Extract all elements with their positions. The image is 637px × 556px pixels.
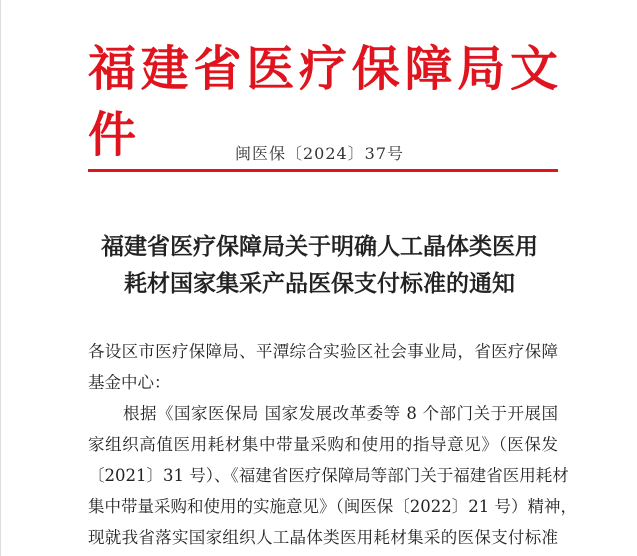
document-body: [88, 336, 577, 553]
document-number: 闽医保〔2024〕37号: [234, 144, 405, 163]
title-line: 耗材国家集采产品医保支付标准的通知: [124, 270, 515, 297]
paragraph-line: 根据《国家医保局 国家发展改革委等 8 个部门关于开展国: [123, 404, 558, 423]
paragraph-line: 家组织高值医用耗材集中带量采购和使用的指导意见》（医保发: [88, 435, 558, 454]
addressee-line: 各设区市医疗保障局、平潭综合实验区社会事业局，省医疗保障: [88, 342, 558, 361]
addressee-line: 基金中心：: [88, 373, 171, 392]
title-line: 福建省医疗保障局关于明确人工晶体类医用: [101, 233, 538, 260]
paragraph-line: 集中带量采购和使用的实施意见》（闽医保〔2022〕21 号）精神，: [88, 497, 577, 516]
paragraph-line: 现就我省落实国家组织人工晶体类医用耗材集采的医保支付标准: [88, 528, 558, 547]
document-title: [1, 228, 637, 302]
masthead-title: 福建省医疗保障局文件: [88, 41, 558, 163]
red-divider: [88, 169, 558, 172]
paragraph-line: 〔2021〕31 号）、《福建省医疗保障局等部门关于福建省医用耗材: [88, 466, 569, 485]
